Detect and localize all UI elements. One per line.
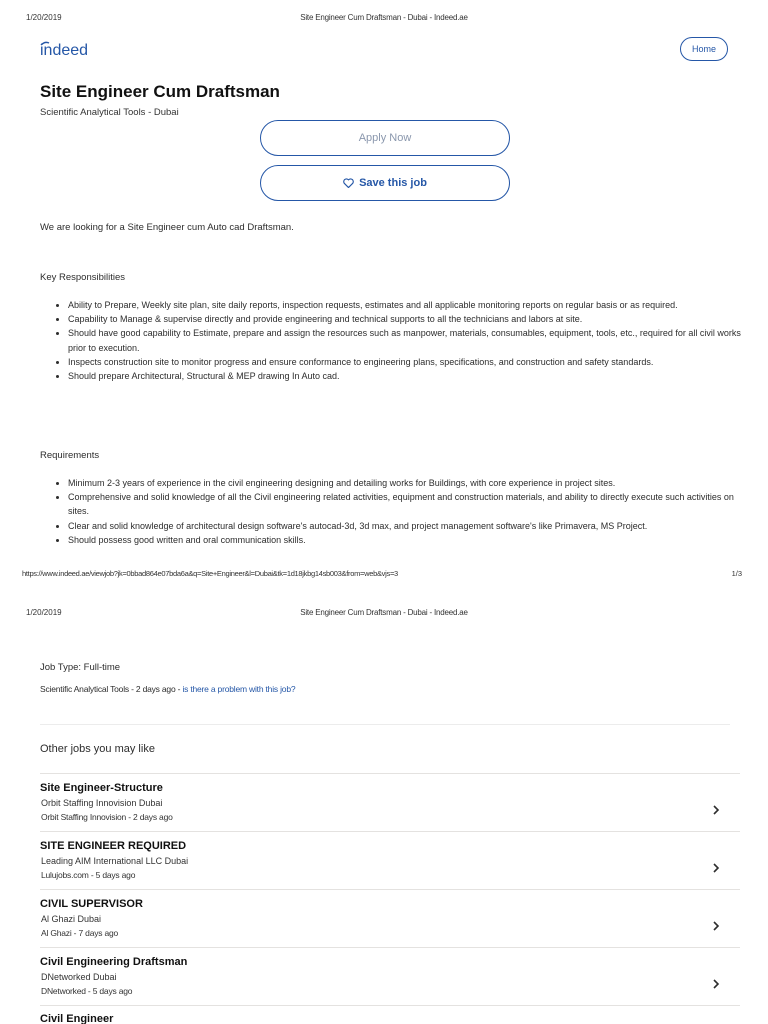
print-url: https://www.indeed.ae/viewjob?jk=0bbad864e07bda6a&q=Site+Engineer&l=Dubai&tk=1d18jkbg14sb003&from=web&vjs=3 bbox=[22, 569, 398, 578]
list-item: • Minimum 2-3 years of experience in the civil engineering designing and detailing works for Buildings, with core experience in project sites. bbox=[68, 476, 748, 490]
job-card-title[interactable]: Site Engineer-Structure bbox=[40, 782, 163, 794]
job-card-title[interactable]: SITE ENGINEER REQUIRED bbox=[40, 840, 187, 852]
save-job-button[interactable] bbox=[260, 165, 510, 201]
print-date: 1/20/2019 bbox=[26, 13, 62, 22]
job-card-meta: Orbit Staffing Innovision - 2 days ago bbox=[41, 812, 173, 822]
job-card-meta: DNetworked - 5 days ago bbox=[41, 986, 133, 996]
posted-info bbox=[40, 684, 295, 694]
chevron-right-icon[interactable] bbox=[710, 920, 722, 932]
divider bbox=[40, 889, 740, 890]
list-item: • Should possess good written and oral communication skills. bbox=[68, 533, 748, 547]
job-card[interactable] bbox=[40, 840, 730, 896]
job-type: Job Type: Full-time bbox=[40, 662, 121, 673]
list-item: • Capability to Manage & supervise directly and provide engineering and technical supports to all the technicians and labors at site. bbox=[68, 312, 748, 326]
job-card-company: DNetworked Dubai bbox=[41, 972, 117, 982]
list-item: • Inspects construction site to monitor progress and ensure conformance to engineering plans, specifications, and construction and safety standards. bbox=[68, 355, 748, 369]
requirements-list bbox=[52, 476, 748, 547]
divider bbox=[40, 773, 740, 774]
chevron-right-icon[interactable] bbox=[710, 804, 722, 816]
job-card-company: Al Ghazi Dubai bbox=[41, 914, 102, 924]
other-jobs-heading: Other jobs you may like bbox=[40, 743, 155, 755]
job-card-meta: Al Ghazi - 7 days ago bbox=[41, 928, 119, 938]
list-item: • Comprehensive and solid knowledge of all the Civil engineering related activities, equipment and construction materials, and ability to directly execute such activities on sites. bbox=[68, 490, 748, 518]
heart-icon bbox=[343, 178, 354, 188]
report-job-link[interactable]: is there a problem with this job? bbox=[182, 684, 296, 694]
chevron-right-icon[interactable] bbox=[710, 862, 722, 874]
job-card[interactable] bbox=[40, 956, 730, 1012]
chevron-right-icon[interactable] bbox=[710, 978, 722, 990]
job-card-title[interactable]: Civil Engineering Draftsman bbox=[40, 956, 188, 968]
responsibilities-list bbox=[52, 298, 748, 383]
job-card[interactable] bbox=[40, 782, 730, 838]
divider bbox=[40, 947, 740, 948]
job-title: Site Engineer Cum Draftsman bbox=[40, 82, 280, 101]
apply-now-button[interactable]: Apply Now bbox=[260, 120, 510, 156]
requirements-heading: Requirements bbox=[40, 450, 100, 461]
job-card[interactable] bbox=[40, 1013, 730, 1024]
home-button[interactable]: Home bbox=[680, 37, 728, 61]
responsibilities-heading: Key Responsibilities bbox=[40, 272, 126, 283]
list-item: • Ability to Prepare, Weekly site plan, site daily reports, inspection requests, estimates and all applicable monitoring reports on regular basis or as required. bbox=[68, 298, 748, 312]
divider bbox=[40, 831, 740, 832]
company-location: Scientific Analytical Tools - Dubai bbox=[40, 107, 179, 118]
job-card-meta: Lulujobs.com - 5 days ago bbox=[41, 870, 136, 880]
job-card[interactable] bbox=[40, 898, 730, 954]
print-title: Site Engineer Cum Draftsman - Dubai - Indeed.ae bbox=[300, 13, 468, 22]
divider bbox=[40, 1005, 740, 1006]
list-item: • Clear and solid knowledge of architectural design software's autocad-3d, 3d max, and project management software's like Primavera, MS Project. bbox=[68, 519, 748, 533]
list-item: • Should have good capability to Estimate, prepare and assign the resources such as manpower, materials, consumables, equipment, tools, etc., required for all civil works prior to execution. bbox=[68, 326, 748, 354]
divider bbox=[40, 724, 730, 725]
list-item: • Should prepare Architectural, Structural & MEP drawing In Auto cad. bbox=[68, 369, 748, 383]
print-date: 1/20/2019 bbox=[26, 608, 62, 617]
indeed-logo-text: indeed bbox=[40, 42, 89, 59]
job-card-title[interactable]: CIVIL SUPERVISOR bbox=[40, 898, 143, 910]
print-header bbox=[0, 13, 768, 25]
print-page-number: 1/3 bbox=[731, 569, 742, 578]
print-header bbox=[0, 608, 768, 620]
indeed-logo[interactable] bbox=[40, 40, 100, 60]
posted-text: Scientific Analytical Tools - 2 days ago - bbox=[40, 684, 183, 694]
save-job-label: Save this job bbox=[359, 177, 427, 189]
job-card-company: Orbit Staffing Innovision Dubai bbox=[41, 798, 163, 808]
job-intro: We are looking for a Site Engineer cum Auto cad Draftsman. bbox=[40, 222, 294, 233]
job-card-title[interactable]: Civil Engineer bbox=[40, 1013, 114, 1024]
job-card-company: Leading AIM International LLC Dubai bbox=[41, 856, 189, 866]
print-title: Site Engineer Cum Draftsman - Dubai - Indeed.ae bbox=[300, 608, 468, 617]
